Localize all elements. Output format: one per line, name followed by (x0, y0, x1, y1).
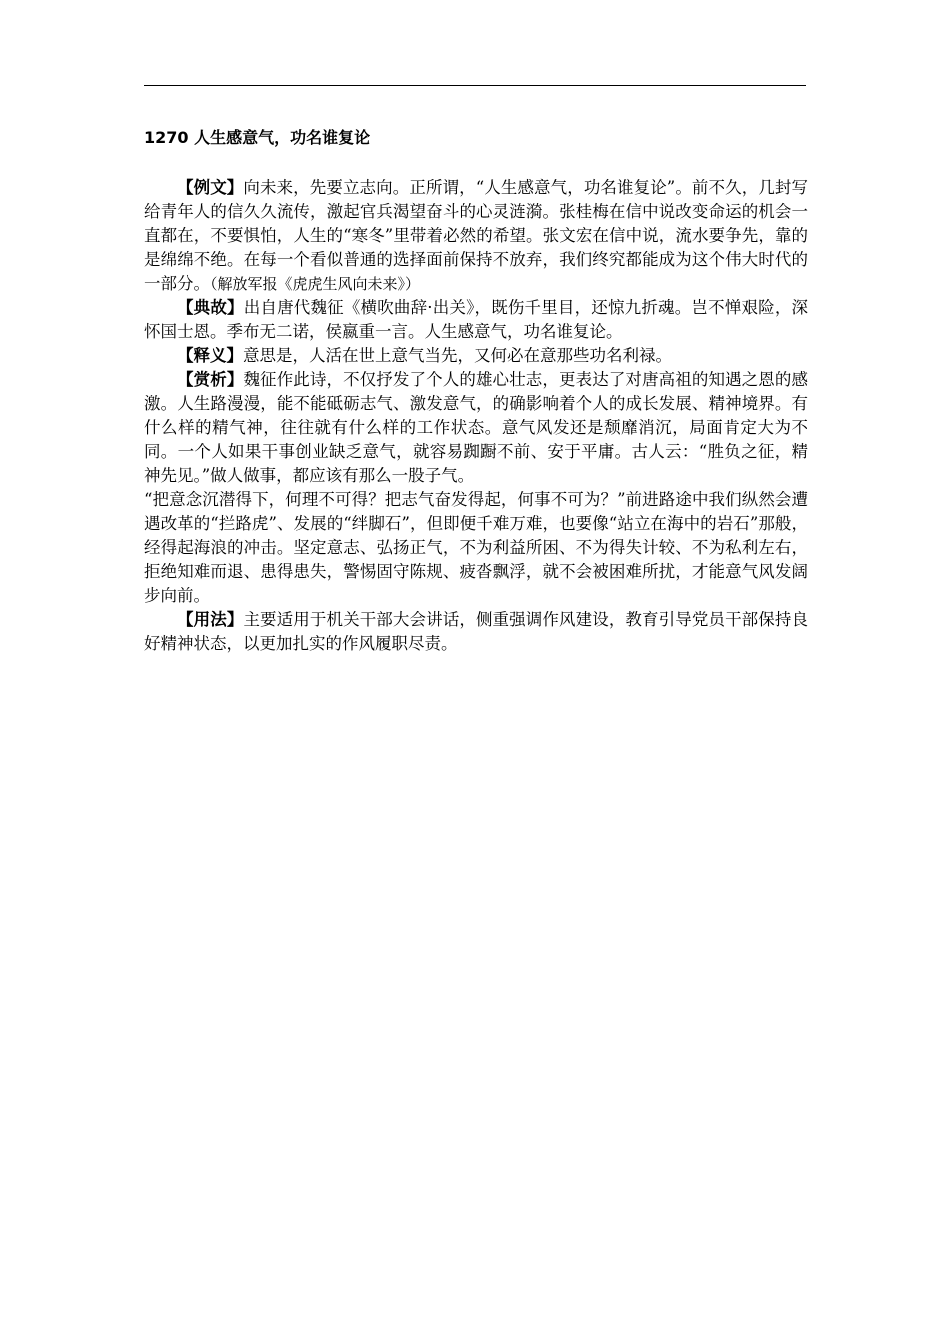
example-tag: 【例文】 (177, 178, 244, 197)
meaning-paragraph (144, 344, 808, 368)
allusion-paragraph (144, 296, 808, 344)
usage-text: 主要适用于机关干部大会讲话，侧重强调作风建设，教育引导党员干部保持良好精神状态，以更加扎实的作风履职尽责。 (144, 610, 809, 653)
appreciation-text: 魏征作此诗，不仅抒发了个人的雄心壮志，更表达了对唐高祖的知遇之恩的感激。人生路漫漫，能不能砥砺志气、激发意气，的确影响着个人的成长发展、精神境界。有什么样的精气神，往往就有什么样的工作状态。意气风发还是颓靡消沉，局面肯定大为不同。一个人如果干事创业缺乏意气，就容易踟蹰不前、安于平庸。古人云：“胜负之征，精神先见。”做人做事，都应该有那么一股子气。 (144, 370, 809, 485)
example-source: （解放军报《虎虎生风向未来》） (210, 275, 421, 293)
meaning-text: 意思是，人活在世上意气当先，又何必在意那些功名利禄。 (243, 346, 672, 365)
meaning-tag: 【释义】 (177, 346, 243, 365)
usage-tag: 【用法】 (177, 610, 244, 629)
appreciation-tag: 【赏析】 (177, 370, 244, 389)
example-text: 向未来，先要立志向。正所谓，“人生感意气，功名谁复论”。前不久，几封写给青年人的信久久流传，激起官兵渴望奋斗的心灵涟漪。张桂梅在信中说改变命运的机会一直都在，不要惧怕，人生的“寒冬”里带着必然的希望。张文宏在信中说，流水要争先，靠的是绵绵不绝。在每一个看似普通的选择面前保持不放弃，我们终究都能成为这个伟大时代的一部分。 (144, 178, 809, 293)
document-body (144, 176, 808, 656)
header-rule (144, 85, 806, 86)
allusion-text: 出自唐代魏征《横吹曲辞·出关》，既伤千里目，还惊九折魂。岂不惮艰险，深怀国士恩。季布无二诺，侯嬴重一言。人生感意气，功名谁复论。 (144, 298, 809, 341)
allusion-tag: 【典故】 (177, 298, 244, 317)
page-title: 1270 人生感意气，功名谁复论 (144, 128, 371, 147)
appreciation-continuation: “把意念沉潜得下，何理不可得？把志气奋发得起，何事不可为？”前进路途中我们纵然会遭遇改革的“拦路虎”、发展的“绊脚石”，但即便千难万难，也要像“站立在海中的岩石”那般，经得起海浪的冲击。坚定意志、弘扬正气，不为利益所困、不为得失计较、不为私利左右，拒绝知难而退、患得患失，警惕固守陈规、疲沓飘浮，就不会被困难所扰，才能意气风发阔步向前。 (144, 490, 808, 605)
example-paragraph (144, 176, 808, 296)
usage-paragraph (144, 608, 808, 656)
appreciation-paragraph (144, 368, 808, 488)
